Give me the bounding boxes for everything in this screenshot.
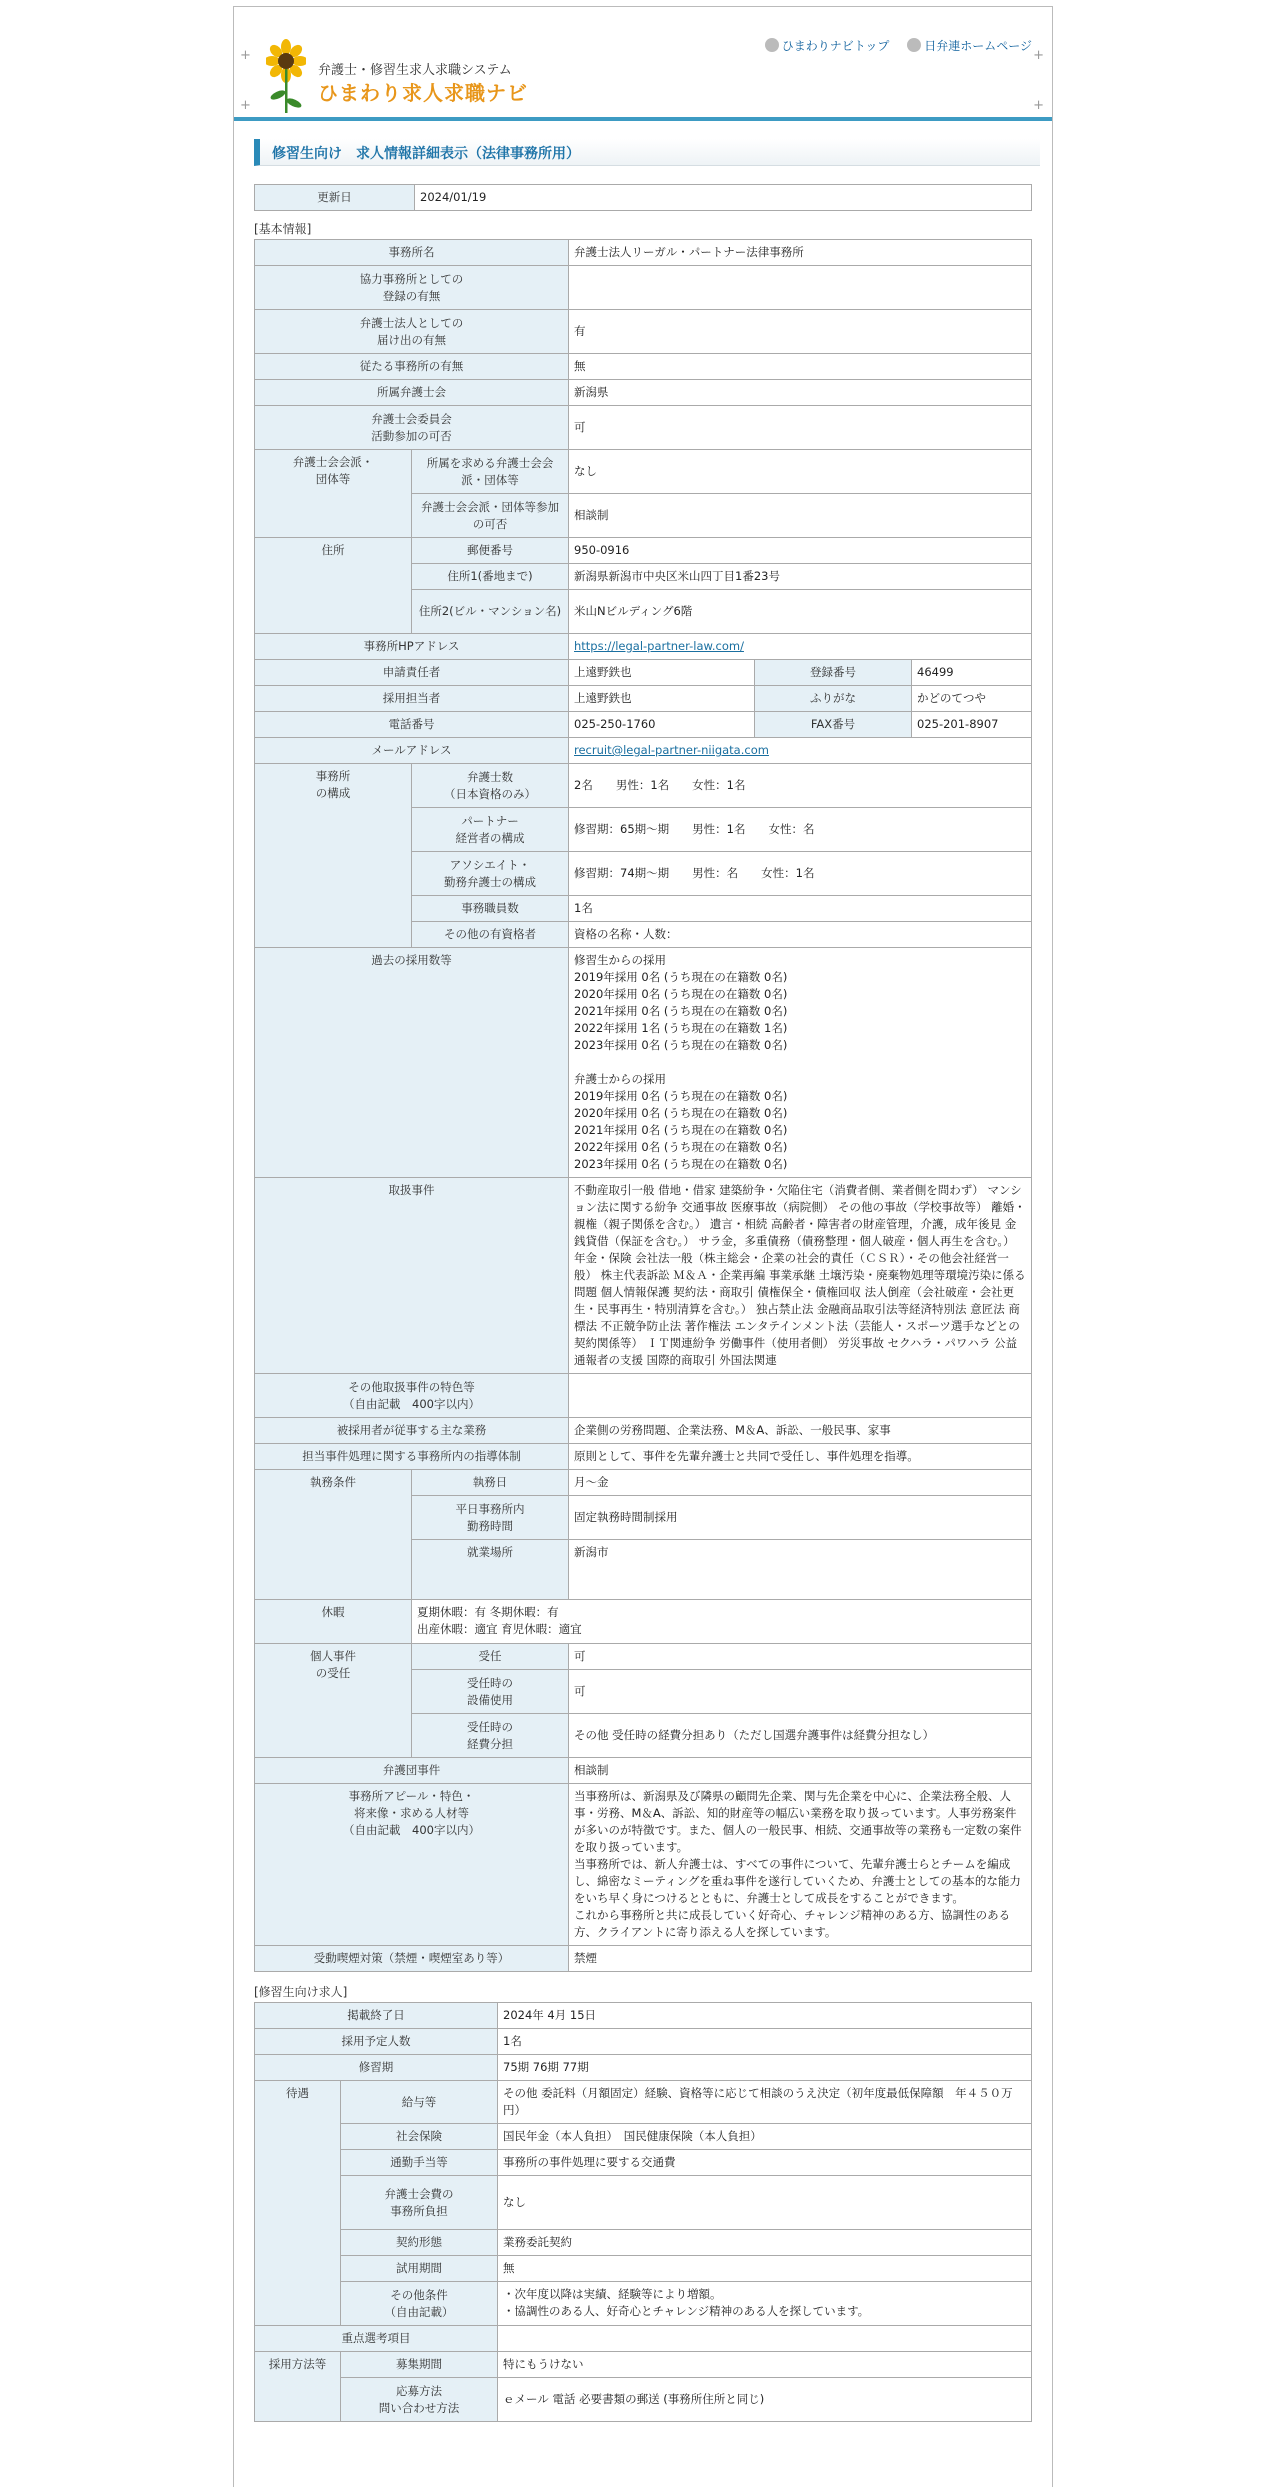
table-row: 弁護団事件 相談制 (255, 1758, 1032, 1784)
table-row: 応募方法 問い合わせ方法 ｅメール 電話 必要書類の郵送 (事務所住所と同じ) (255, 2378, 1032, 2422)
table-row: その他条件 （自由記載） ・次年度以降は実績、経験等により増額。 ・協調性のある人、好奇心とチャレンジ精神のある人を探しています。 (255, 2282, 1032, 2326)
table-row: 事務所HPアドレス https://legal-partner-law.com/ (255, 634, 1032, 660)
table-row: 担当事件処理に関する事務所内の指導体制 原則として、事件を先輩弁護士と共同で受任し、事件処理を指導。 (255, 1444, 1032, 1470)
table-row: 受任時の 設備使用 可 (255, 1670, 1032, 1714)
corner-plus-icon: + (240, 98, 251, 113)
table-row: 住所2(ビル・マンション名) 米山Nビルディング6階 (255, 590, 1032, 634)
table-row: 協力事務所としての 登録の有無 (255, 266, 1032, 310)
table-row: 取扱事件 不動産取引一般 借地・借家 建築紛争・欠陥住宅（消費者側、業者側を問わず） マンション法に関する紛争 交通事故 医療事故（病院側） その他の事故（学校事故等） 離婚・親権（親子関係を含む。） 遺言・相続 高齢者・障害者の財産管理，介護，成年後見 金銭貸借（保証を含む。） サラ金，多重債務（債務整理・個人破産・個人再生を含む。） 年金・保険 会社法一般（株主総会・企業の社会的責任（ＣＳＲ）・その他会社経営一般） 株主代表訴訟 Ｍ＆Ａ・企業再編 事業承継 土壌汚染・廃棄物処理等環境汚染に係る問題 個人情報保護 契約法・商取引 債権保全・債権回収 法人倒産（会社破産・会社更生・民事再生・特別清算を含む。） 独占禁止法 金融商品取引法等経済特別法 意匠法 商標法 不正競争防止法 著作権法 エンタテインメント法（芸能人・スポーツ選手などとの契約関係等） ＩＴ関連紛争 労働事件（使用者側） 労災事故 セクハラ・パワハラ 公益通報者の支援 国際的商取引 外国法関連 (255, 1178, 1032, 1374)
table-row: 採用予定人数 1名 (255, 2029, 1032, 2055)
table-row: 休暇 夏期休暇：有 冬期休暇：有 出産休暇：適宜 育児休暇：適宜 (255, 1600, 1032, 1644)
table-row: 採用担当者 上遠野鉄也 ふりがな かどのてつや (255, 686, 1032, 712)
table-row: 事務職員数 1名 (255, 896, 1032, 922)
link-nichibenren-home[interactable]: 日弁連ホームページ (907, 39, 1032, 53)
table-row: 就業場所 新潟市 (255, 1540, 1032, 1600)
office-hp-link[interactable]: https://legal-partner-law.com/ (574, 639, 744, 653)
table-row: 従たる事務所の有無 無 (255, 354, 1032, 380)
table-row: その他の有資格者 資格の名称・人数： (255, 922, 1032, 948)
top-links (751, 37, 1032, 54)
table-row: 弁護士法人としての 届け出の有無 有 (255, 310, 1032, 354)
trainee-recruit-table (254, 2002, 1032, 2422)
table-row: 弁護士会会派・団体等参加の可否 相談制 (255, 494, 1032, 538)
table-row: 弁護士会費の 事務所負担 なし (255, 2176, 1032, 2230)
table-row: アソシエイト・ 勤務弁護士の構成 修習期：74期〜期 男性：名 女性：1名 (255, 852, 1032, 896)
system-name: 弁護士・修習生求人求職システム (318, 63, 512, 78)
table-row: 被採用者が従事する主な業務 企業側の労務問題、企業法務、M＆A、訴訟、一般民事、家事 (255, 1418, 1032, 1444)
table-row: 試用期間 無 (255, 2256, 1032, 2282)
table-row: 契約形態 業務委託契約 (255, 2230, 1032, 2256)
table-row: 重点選考項目 (255, 2326, 1032, 2352)
table-row: 社会保険 国民年金（本人負担） 国民健康保険（本人負担） (255, 2124, 1032, 2150)
basic-info-table (254, 239, 1032, 1972)
table-row: 修習期 75期 76期 77期 (255, 2055, 1032, 2081)
table-row: 通勤手当等 事務所の事件処理に要する交通費 (255, 2150, 1032, 2176)
section-trainee-recruit: [修習生向け求人] (254, 1985, 348, 1999)
table-row: 受動喫煙対策（禁煙・喫煙室あり等） 禁煙 (255, 1946, 1032, 1972)
table-row: 過去の採用数等 修習生からの採用 2019年採用 0名 (うち現在の在籍数 0名) 2020年採用 0名 (うち現在の在籍数 0名) 2021年採用 0名 (うち現在の在籍数 0名) 2022年採用 1名 (うち現在の在籍数 1名) 2023年採用 0名 (うち現在の在籍数 0名) 弁護士からの採用 2019年採用 0名 (うち現在の在籍数 0名) 2020年採用 0名 (うち現在の在籍数 0名) 2021年採用 0名 (うち現在の在籍数 0名) 2022年採用 0名 (うち現在の在籍数 0名) 2023年採用 0名 (うち現在の在籍数 0名) (255, 948, 1032, 1178)
himawari-circle-icon (765, 38, 779, 52)
sunflower-logo-icon[interactable] (266, 39, 306, 115)
table-row: 待遇 給与等 その他 委託料（月額固定）経験、資格等に応じて相談のうえ決定（初年度最低保障額 年４５０万円） (255, 2081, 1032, 2124)
table-row: その他取扱事件の特色等 （自由記載 400字以内） (255, 1374, 1032, 1418)
brand-title[interactable]: ひまわり求人求職ナビ (318, 81, 528, 105)
table-row: 受任時の 経費分担 その他 受任時の経費分担あり（ただし国選弁護事件は経費分担なし） (255, 1714, 1032, 1758)
table-row: 掲載終了日 2024年 4月 15日 (255, 2003, 1032, 2029)
table-row: 執務条件 執務日 月〜金 (255, 1470, 1032, 1496)
table-row: 平日事務所内 勤務時間 固定執務時間制採用 (255, 1496, 1032, 1540)
table-row: 事務所アピール・特色・ 将来像・求める人材等 （自由記載 400字以内） 当事務所は、新潟県及び隣県の顧問先企業、関与先企業を中心に、企業法務全般、人事・労務、M＆A、訴訟、知的財産等の幅広い業務を取り扱っています。人事労務案件が多いのが特徴です。また、個人の一般民事、相続、交通事故等の業務も一定数の案件を取り扱っています。 当事務所では、新人弁護士は、すべての事件について、先輩弁護士らとチームを編成し、綿密なミーティングを重ね事件を遂行していくため、弁護士としての基本的な能力をいち早く身につけるとともに、弁護士として成長をすることができます。 これから事務所と共に成長していく好奇心、チャレンジ精神のある方、協調性のある方、クライアントに寄り添える人を探しています。 (255, 1784, 1032, 1946)
table-row: 電話番号 025-250-1760 FAX番号 025-201-8907 (255, 712, 1032, 738)
section-basic-info: [基本情報] (254, 222, 312, 236)
link-himawari-top[interactable]: ひまわりナビトップ (765, 39, 890, 53)
corner-plus-icon: + (1033, 48, 1044, 63)
table-row: メールアドレス recruit@legal-partner-niigata.com (255, 738, 1032, 764)
table-row: 更新日 2024/01/19 (255, 185, 1032, 211)
table-row: 個人事件 の受任 受任 可 (255, 1644, 1032, 1670)
home-circle-icon (907, 38, 921, 52)
table-row: 住所 郵便番号 950-0916 (255, 538, 1032, 564)
table-row: 採用方法等 募集期間 特にもうけない (255, 2352, 1032, 2378)
table-row: 事務所名 弁護士法人リーガル・パートナー法律事務所 (255, 240, 1032, 266)
table-row: 申請責任者 上遠野鉄也 登録番号 46499 (255, 660, 1032, 686)
page-frame (233, 6, 1053, 2487)
table-row: 事務所 の構成 弁護士数 （日本資格のみ） 2名 男性：1名 女性：1名 (255, 764, 1032, 808)
email-link[interactable]: recruit@legal-partner-niigata.com (574, 743, 769, 757)
updated-table (254, 184, 1032, 211)
table-row: 住所1(番地まで) 新潟県新潟市中央区米山四丁目1番23号 (255, 564, 1032, 590)
table-row: 所属弁護士会 新潟県 (255, 380, 1032, 406)
table-row: 弁護士会委員会 活動参加の可否 可 (255, 406, 1032, 450)
corner-plus-icon: + (1033, 98, 1044, 113)
table-row: パートナー 経営者の構成 修習期：65期〜期 男性：1名 女性：名 (255, 808, 1032, 852)
table-row: 弁護士会会派・ 団体等 所属を求める弁護士会会派・団体等 なし (255, 450, 1032, 494)
site-header (234, 7, 1052, 121)
corner-plus-icon: + (240, 48, 251, 63)
page-title: 修習生向け 求人情報詳細表示（法律事務所用） (254, 139, 1040, 166)
